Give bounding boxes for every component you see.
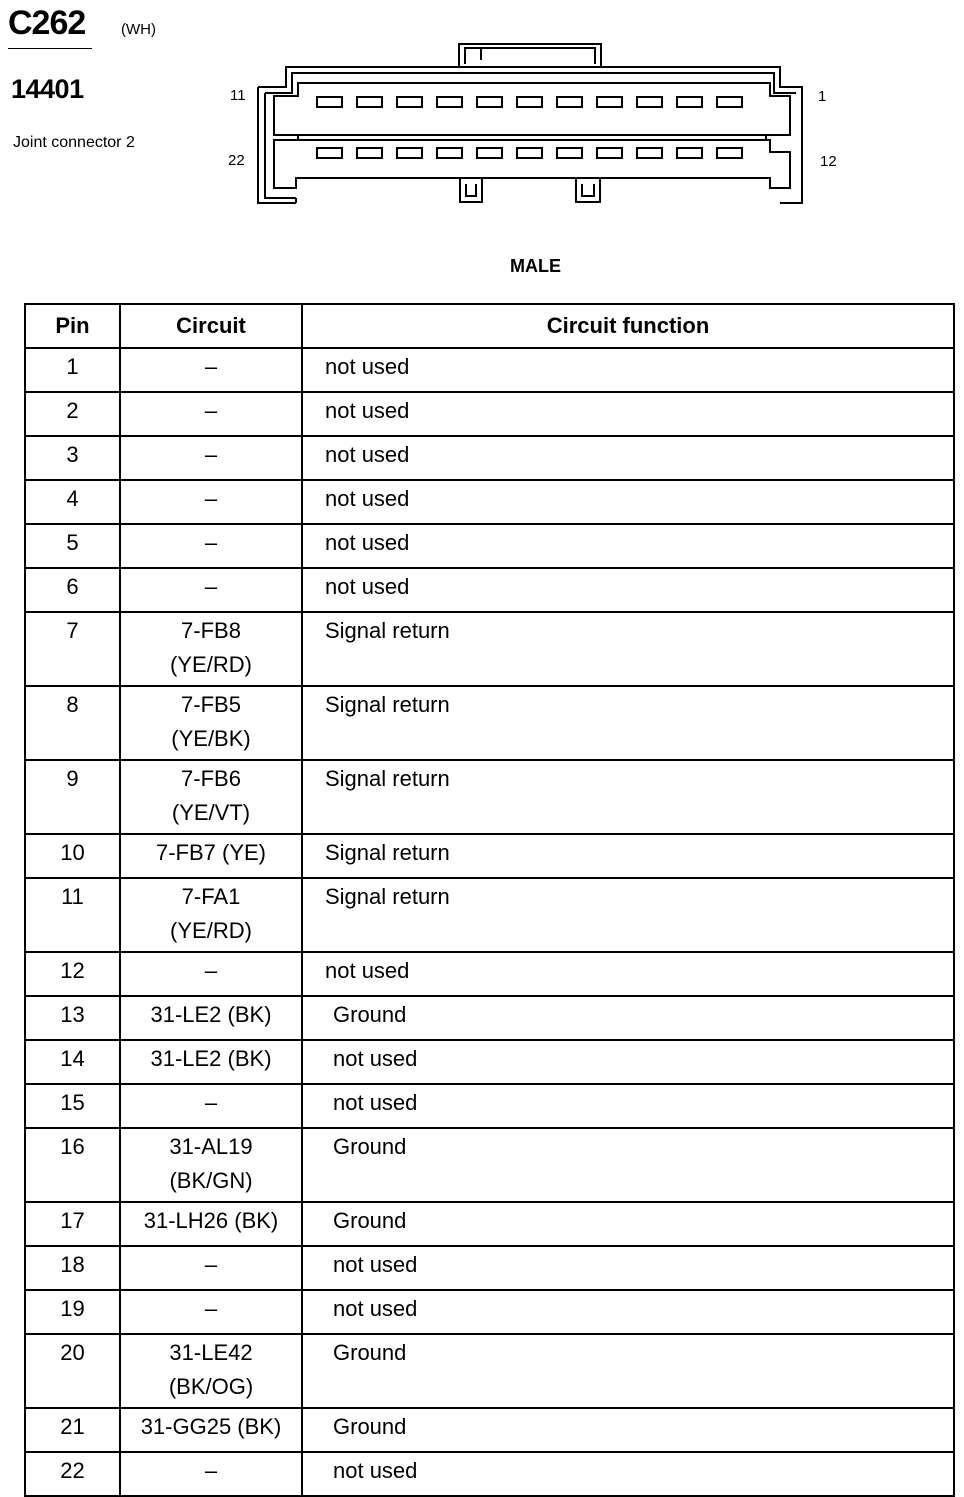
pin-number-cell: 6 [25,568,120,612]
connector-face-diagram [222,36,842,211]
pin-cavity-1 [717,97,742,107]
table-row [25,996,954,1040]
pin-cavity-22 [317,148,342,158]
connector-description: Joint connector 2 [13,134,135,151]
pin-number-cell: 4 [25,480,120,524]
circuit-function-cell: not used [302,1290,954,1334]
circuit-line: – [204,398,218,423]
table-row [25,834,954,878]
circuit-line: – [204,530,218,555]
circuit-function-cell: not used [302,1084,954,1128]
column-header-circuit: Circuit [120,304,302,348]
table-row [25,952,954,996]
circuit-line: (BK/GN) [169,1168,253,1193]
pin-cavity-5 [557,97,582,107]
circuit-function-cell: not used [302,1246,954,1290]
circuit-cell [120,834,302,878]
circuit-line: 7-FB8 [181,618,241,643]
pin-cavity-11 [317,97,342,107]
pin-label-22: 22 [228,152,245,169]
circuit-cell [120,568,302,612]
pin-cavity-14 [637,148,662,158]
table-row [25,760,954,834]
pin-cavity-9 [397,97,422,107]
pin-cavity-16 [557,148,582,158]
table-row [25,1334,954,1408]
circuit-function-cell: Ground [302,996,954,1040]
pin-cavity-3 [637,97,662,107]
table-row [25,1128,954,1202]
table-row [25,1084,954,1128]
column-header-pin: Pin [25,304,120,348]
circuit-cell [120,612,302,686]
pin-number-cell: 19 [25,1290,120,1334]
circuit-function-cell: not used [302,1040,954,1084]
circuit-cell [120,952,302,996]
pin-number-cell: 22 [25,1452,120,1496]
table-row [25,1452,954,1496]
circuit-cell [120,1334,302,1408]
circuit-function-cell: not used [302,568,954,612]
circuit-function-cell: not used [302,480,954,524]
pin-table [24,303,955,1497]
table-row [25,1408,954,1452]
circuit-function-cell: Ground [302,1408,954,1452]
part-number: 14401 [11,74,84,104]
circuit-cell [120,1202,302,1246]
table-row [25,392,954,436]
circuit-line: (YE/BK) [171,726,251,751]
table-row [25,686,954,760]
circuit-line: – [204,574,218,599]
circuit-cell [120,436,302,480]
circuit-line: 7-FB7 (YE) [155,840,267,865]
pin-cavity-21 [357,148,382,158]
circuit-line: – [204,486,218,511]
pin-number-cell: 5 [25,524,120,568]
circuit-cell [120,996,302,1040]
table-row [25,348,954,392]
circuit-function-cell: Ground [302,1128,954,1202]
table-row [25,1202,954,1246]
pin-label-1: 1 [818,88,827,105]
circuit-line: (YE/RD) [170,652,252,677]
circuit-line: (YE/VT) [171,800,251,825]
pin-cavity-8 [437,97,462,107]
circuit-cell [120,760,302,834]
pin-label-12: 12 [820,153,837,170]
pin-number-cell: 1 [25,348,120,392]
circuit-function-cell: Signal return [302,760,954,834]
table-row [25,1290,954,1334]
pin-number-cell: 18 [25,1246,120,1290]
table-row [25,436,954,480]
pin-number-cell: 2 [25,392,120,436]
pin-cavity-15 [597,148,622,158]
circuit-line: (YE/RD) [170,918,252,943]
pin-number-cell: 3 [25,436,120,480]
circuit-cell [120,1452,302,1496]
circuit-function-cell: Ground [302,1334,954,1408]
pin-number-cell: 16 [25,1128,120,1202]
circuit-function-cell: Signal return [302,878,954,952]
circuit-line: – [204,1296,218,1321]
pin-number-cell: 12 [25,952,120,996]
pin-number-cell: 7 [25,612,120,686]
circuit-function-cell: not used [302,524,954,568]
circuit-function-cell: not used [302,392,954,436]
pin-number-cell: 14 [25,1040,120,1084]
circuit-cell [120,1246,302,1290]
circuit-line: 7-FA1 [181,884,241,909]
circuit-line: – [204,1090,218,1115]
circuit-line: 31-LE2 (BK) [150,1046,272,1071]
circuit-line: 31-LE42 [169,1340,253,1365]
circuit-line: 31-GG25 (BK) [140,1414,282,1439]
circuit-cell [120,392,302,436]
circuit-cell [120,1290,302,1334]
pin-cavity-12 [717,148,742,158]
circuit-line: (BK/OG) [168,1374,254,1399]
circuit-function-cell: Signal return [302,834,954,878]
pin-cavity-2 [677,97,702,107]
pin-cavity-6 [517,97,542,107]
pin-label-11: 11 [230,87,246,104]
circuit-function-cell: not used [302,348,954,392]
circuit-line: 31-AL19 [169,1134,253,1159]
pin-cavity-13 [677,148,702,158]
circuit-line: – [204,1458,218,1483]
circuit-line: – [204,1252,218,1277]
circuit-cell [120,348,302,392]
circuit-line: 31-LH26 (BK) [143,1208,279,1233]
circuit-function-cell: not used [302,1452,954,1496]
circuit-function-cell: Signal return [302,686,954,760]
table-header-row [25,304,954,348]
pin-cavity-17 [517,148,542,158]
pin-number-cell: 11 [25,878,120,952]
pin-number-cell: 9 [25,760,120,834]
circuit-function-cell: Signal return [302,612,954,686]
table-row [25,480,954,524]
circuit-cell [120,480,302,524]
connector-id-underline [8,48,92,49]
connector-color: (WH) [121,21,156,38]
circuit-line: – [204,958,218,983]
circuit-line: 31-LE2 (BK) [150,1002,272,1027]
circuit-cell [120,1040,302,1084]
pin-cavity-4 [597,97,622,107]
circuit-cell [120,1084,302,1128]
pin-number-cell: 8 [25,686,120,760]
pin-number-cell: 15 [25,1084,120,1128]
pin-cavity-19 [437,148,462,158]
circuit-line: – [204,442,218,467]
pin-cavity-10 [357,97,382,107]
connector-gender: MALE [510,256,561,276]
circuit-cell [120,686,302,760]
circuit-cell [120,1128,302,1202]
table-row [25,1040,954,1084]
table-row [25,568,954,612]
pin-cavity-18 [477,148,502,158]
connector-id: C262 [8,4,86,42]
column-header-function: Circuit function [302,304,954,348]
table-row [25,1246,954,1290]
circuit-line: – [204,354,218,379]
table-row [25,878,954,952]
circuit-function-cell: Ground [302,1202,954,1246]
pin-number-cell: 21 [25,1408,120,1452]
circuit-cell [120,524,302,568]
pin-number-cell: 17 [25,1202,120,1246]
table-row [25,612,954,686]
pin-cavity-20 [397,148,422,158]
pin-number-cell: 13 [25,996,120,1040]
pin-number-cell: 20 [25,1334,120,1408]
circuit-line: 7-FB5 [181,692,241,717]
pin-cavity-7 [477,97,502,107]
pin-number-cell: 10 [25,834,120,878]
circuit-function-cell: not used [302,952,954,996]
table-row [25,524,954,568]
circuit-line: 7-FB6 [181,766,241,791]
circuit-cell [120,878,302,952]
circuit-cell [120,1408,302,1452]
circuit-function-cell: not used [302,436,954,480]
